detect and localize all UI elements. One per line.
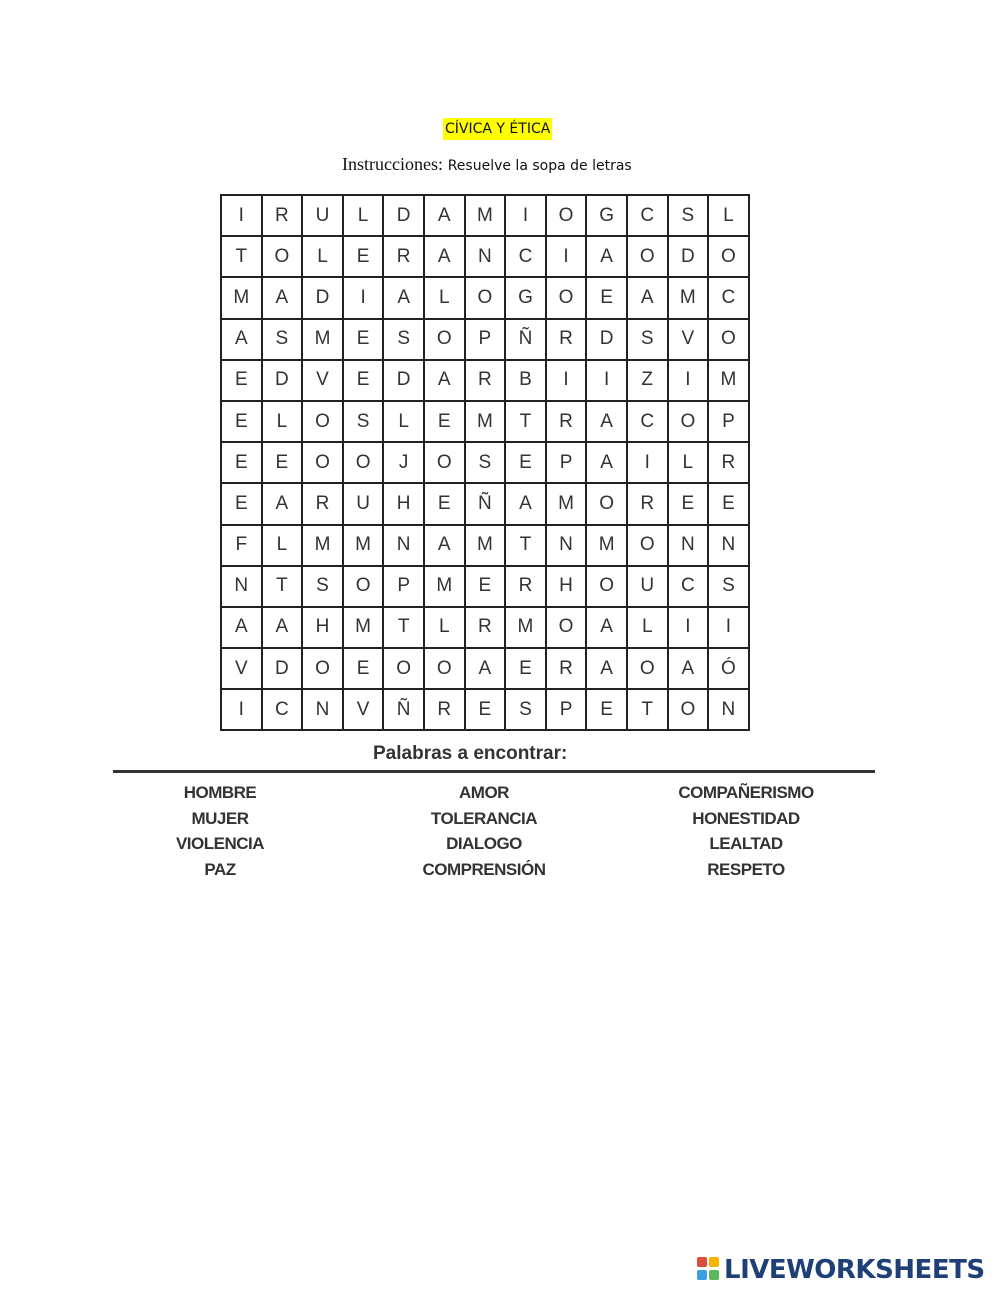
grid-cell[interactable]: C — [262, 689, 303, 730]
grid-cell[interactable]: A — [505, 483, 546, 524]
grid-cell[interactable]: N — [465, 236, 506, 277]
grid-cell[interactable]: C — [708, 277, 749, 318]
grid-cell[interactable]: E — [221, 442, 262, 483]
grid-cell[interactable]: E — [424, 401, 465, 442]
grid-cell[interactable]: P — [546, 689, 587, 730]
grid-cell[interactable]: I — [221, 195, 262, 236]
grid-cell[interactable]: M — [221, 277, 262, 318]
word-list-item: RESPETO — [707, 859, 785, 879]
grid-cell[interactable]: I — [546, 236, 587, 277]
grid-cell[interactable]: O — [546, 277, 587, 318]
grid-cell[interactable]: L — [424, 607, 465, 648]
grid-cell[interactable]: S — [262, 319, 303, 360]
grid-cell[interactable]: M — [668, 277, 709, 318]
grid-cell[interactable]: E — [424, 483, 465, 524]
grid-cell[interactable]: Ñ — [505, 319, 546, 360]
grid-row — [221, 566, 749, 607]
grid-cell[interactable]: D — [586, 319, 627, 360]
grid-cell[interactable]: U — [302, 195, 343, 236]
grid-cell[interactable]: O — [586, 483, 627, 524]
grid-row — [221, 689, 749, 730]
grid-cell[interactable]: M — [708, 360, 749, 401]
grid-cell[interactable]: I — [546, 360, 587, 401]
word-list-item: COMPRENSIÓN — [422, 859, 546, 879]
grid-cell[interactable]: Ñ — [465, 483, 506, 524]
words-to-find-heading: Palabras a encontrar: — [373, 743, 568, 764]
grid-cell[interactable]: N — [383, 525, 424, 566]
grid-cell[interactable]: P — [465, 319, 506, 360]
grid-cell[interactable]: G — [586, 195, 627, 236]
grid-cell[interactable]: O — [302, 442, 343, 483]
grid-cell[interactable]: N — [708, 689, 749, 730]
grid-cell[interactable]: T — [383, 607, 424, 648]
grid-row — [221, 401, 749, 442]
grid-cell[interactable]: S — [708, 566, 749, 607]
divider-line — [113, 770, 875, 773]
grid-cell[interactable]: O — [343, 442, 384, 483]
grid-cell[interactable]: N — [668, 525, 709, 566]
grid-cell[interactable]: O — [424, 648, 465, 689]
grid-cell[interactable]: M — [343, 607, 384, 648]
grid-cell[interactable]: O — [668, 689, 709, 730]
grid-cell[interactable]: A — [424, 360, 465, 401]
grid-cell[interactable]: D — [383, 195, 424, 236]
grid-cell[interactable]: C — [505, 236, 546, 277]
grid-cell[interactable]: T — [505, 525, 546, 566]
grid-cell[interactable]: M — [586, 525, 627, 566]
grid-cell[interactable]: O — [627, 648, 668, 689]
grid-cell[interactable]: P — [708, 401, 749, 442]
grid-cell[interactable]: M — [424, 566, 465, 607]
grid-cell[interactable]: M — [465, 525, 506, 566]
grid-cell[interactable]: R — [262, 195, 303, 236]
grid-cell[interactable]: D — [262, 648, 303, 689]
grid-cell[interactable]: D — [668, 236, 709, 277]
grid-cell[interactable]: O — [424, 442, 465, 483]
word-list-item: PAZ — [204, 859, 236, 879]
word-list-item: HONESTIDAD — [692, 808, 800, 828]
grid-cell[interactable]: I — [505, 195, 546, 236]
grid-cell[interactable]: N — [708, 525, 749, 566]
grid-cell[interactable]: Ó — [708, 648, 749, 689]
grid-cell[interactable]: M — [546, 483, 587, 524]
grid-cell[interactable]: L — [627, 607, 668, 648]
grid-cell[interactable]: Ñ — [383, 689, 424, 730]
grid-cell[interactable]: E — [343, 236, 384, 277]
grid-cell[interactable]: P — [383, 566, 424, 607]
grid-cell[interactable]: S — [343, 401, 384, 442]
grid-cell[interactable]: J — [383, 442, 424, 483]
grid-cell[interactable]: V — [221, 648, 262, 689]
grid-cell[interactable]: O — [586, 566, 627, 607]
word-list-item: DIALOGO — [446, 834, 522, 853]
grid-cell[interactable]: H — [546, 566, 587, 607]
worksheet-title: CÍVICA Y ÉTICA — [443, 118, 552, 140]
grid-cell[interactable]: D — [302, 277, 343, 318]
grid-cell[interactable]: E — [221, 483, 262, 524]
grid-cell[interactable]: U — [627, 566, 668, 607]
grid-cell[interactable]: D — [383, 360, 424, 401]
grid-cell[interactable]: R — [546, 401, 587, 442]
grid-cell[interactable]: O — [546, 195, 587, 236]
grid-cell[interactable]: A — [586, 442, 627, 483]
grid-cell[interactable]: N — [546, 525, 587, 566]
grid-cell[interactable]: I — [668, 360, 709, 401]
grid-cell[interactable]: A — [221, 607, 262, 648]
liveworksheets-logo-icon — [697, 1257, 721, 1283]
grid-cell[interactable]: M — [302, 319, 343, 360]
grid-cell[interactable]: C — [627, 195, 668, 236]
grid-cell[interactable]: A — [668, 648, 709, 689]
grid-row — [221, 319, 749, 360]
grid-cell[interactable]: E — [343, 648, 384, 689]
grid-cell[interactable]: T — [505, 401, 546, 442]
grid-cell[interactable]: A — [586, 401, 627, 442]
grid-cell[interactable]: O — [708, 319, 749, 360]
grid-cell[interactable]: O — [302, 648, 343, 689]
grid-cell[interactable]: S — [465, 442, 506, 483]
grid-cell[interactable]: A — [586, 648, 627, 689]
grid-cell[interactable]: H — [302, 607, 343, 648]
grid-cell[interactable]: E — [586, 689, 627, 730]
grid-cell[interactable]: S — [668, 195, 709, 236]
grid-cell[interactable]: V — [302, 360, 343, 401]
grid-cell[interactable]: A — [262, 483, 303, 524]
grid-cell[interactable]: I — [708, 607, 749, 648]
instructions-label: Instrucciones: — [342, 154, 443, 174]
grid-cell[interactable]: O — [424, 319, 465, 360]
grid-cell[interactable]: I — [586, 360, 627, 401]
grid-cell[interactable]: D — [262, 360, 303, 401]
grid-cell[interactable]: O — [627, 236, 668, 277]
grid-cell[interactable]: H — [383, 483, 424, 524]
grid-cell[interactable]: O — [262, 236, 303, 277]
grid-cell[interactable]: A — [586, 236, 627, 277]
grid-cell[interactable]: N — [302, 689, 343, 730]
grid-cell[interactable]: A — [424, 525, 465, 566]
word-list-item: TOLERANCIA — [430, 808, 538, 828]
grid-cell[interactable]: N — [221, 566, 262, 607]
grid-cell[interactable]: R — [546, 648, 587, 689]
grid-cell[interactable]: A — [465, 648, 506, 689]
word-list-item: LEALTAD — [709, 834, 783, 853]
grid-cell[interactable]: R — [383, 236, 424, 277]
grid-cell[interactable]: R — [505, 566, 546, 607]
grid-row — [221, 648, 749, 689]
grid-cell[interactable]: E — [505, 648, 546, 689]
grid-cell[interactable]: L — [262, 401, 303, 442]
grid-cell[interactable]: T — [262, 566, 303, 607]
grid-cell[interactable]: P — [546, 442, 587, 483]
grid-cell[interactable]: O — [343, 566, 384, 607]
word-list-column-1 — [110, 780, 330, 882]
grid-cell[interactable]: O — [465, 277, 506, 318]
grid-cell[interactable]: S — [505, 689, 546, 730]
word-list-column-3 — [636, 780, 856, 882]
grid-row — [221, 277, 749, 318]
grid-cell[interactable]: E — [465, 689, 506, 730]
instructions — [342, 154, 632, 175]
grid-cell[interactable]: L — [383, 401, 424, 442]
grid-cell[interactable]: I — [668, 607, 709, 648]
grid-cell[interactable]: E — [505, 442, 546, 483]
grid-cell[interactable]: V — [343, 689, 384, 730]
grid-cell[interactable]: M — [343, 525, 384, 566]
grid-row — [221, 442, 749, 483]
grid-cell[interactable]: E — [221, 360, 262, 401]
logo-text: LIVEWORKSHEETS — [724, 1255, 985, 1285]
grid-cell[interactable]: R — [708, 442, 749, 483]
grid-row — [221, 607, 749, 648]
grid-cell[interactable]: E — [668, 483, 709, 524]
grid-cell[interactable]: R — [627, 483, 668, 524]
grid-cell[interactable]: S — [302, 566, 343, 607]
grid-cell[interactable]: E — [343, 319, 384, 360]
grid-row — [221, 525, 749, 566]
grid-cell[interactable]: M — [302, 525, 343, 566]
grid-cell[interactable]: I — [343, 277, 384, 318]
word-list-item: HOMBRE — [183, 783, 257, 802]
grid-cell[interactable]: R — [546, 319, 587, 360]
grid-cell[interactable]: R — [302, 483, 343, 524]
grid-cell[interactable]: R — [424, 689, 465, 730]
grid-cell[interactable]: O — [302, 401, 343, 442]
grid-cell[interactable]: E — [465, 566, 506, 607]
grid-cell[interactable]: G — [505, 277, 546, 318]
word-list-item: AMOR — [459, 783, 509, 802]
grid-cell[interactable]: S — [627, 319, 668, 360]
grid-cell[interactable]: L — [262, 525, 303, 566]
grid-cell[interactable]: O — [627, 525, 668, 566]
grid-cell[interactable]: A — [383, 277, 424, 318]
grid-cell[interactable]: V — [668, 319, 709, 360]
grid-row — [221, 236, 749, 277]
grid-cell[interactable]: T — [221, 236, 262, 277]
grid-cell[interactable]: L — [302, 236, 343, 277]
grid-cell[interactable]: M — [465, 401, 506, 442]
grid-cell[interactable]: C — [627, 401, 668, 442]
grid-cell[interactable]: I — [627, 442, 668, 483]
grid-cell[interactable]: A — [262, 607, 303, 648]
grid-cell[interactable]: A — [424, 195, 465, 236]
grid-cell[interactable]: Z — [627, 360, 668, 401]
word-list-column-2 — [374, 780, 594, 882]
grid-cell[interactable]: L — [708, 195, 749, 236]
liveworksheets-logo[interactable] — [697, 1253, 985, 1287]
grid-cell[interactable]: A — [262, 277, 303, 318]
grid-cell[interactable]: C — [668, 566, 709, 607]
grid-cell[interactable]: T — [627, 689, 668, 730]
grid-cell[interactable]: I — [221, 689, 262, 730]
grid-cell[interactable]: R — [465, 360, 506, 401]
grid-cell[interactable]: F — [221, 525, 262, 566]
word-list-item: VIOLENCIA — [175, 834, 265, 853]
grid-cell[interactable]: O — [668, 401, 709, 442]
grid-cell[interactable]: L — [424, 277, 465, 318]
word-search-grid — [220, 194, 750, 731]
grid-cell[interactable]: E — [586, 277, 627, 318]
grid-cell[interactable]: A — [627, 277, 668, 318]
word-list-item: MUJER — [191, 808, 249, 828]
grid-row — [221, 483, 749, 524]
grid-cell[interactable]: O — [546, 607, 587, 648]
word-list-item: COMPAÑERISMO — [678, 783, 814, 802]
instructions-text: Resuelve la sopa de letras — [447, 158, 632, 174]
grid-row — [221, 195, 749, 236]
grid-cell[interactable]: R — [465, 607, 506, 648]
grid-cell[interactable]: S — [383, 319, 424, 360]
grid-cell[interactable]: M — [505, 607, 546, 648]
grid-cell[interactable]: O — [383, 648, 424, 689]
grid-cell[interactable]: A — [221, 319, 262, 360]
grid-cell[interactable]: L — [343, 195, 384, 236]
grid-cell[interactable]: B — [505, 360, 546, 401]
grid-row — [221, 360, 749, 401]
grid-cell[interactable]: E — [343, 360, 384, 401]
grid-cell[interactable]: O — [708, 236, 749, 277]
grid-cell[interactable]: E — [221, 401, 262, 442]
grid-cell[interactable]: U — [343, 483, 384, 524]
grid-cell[interactable]: A — [586, 607, 627, 648]
grid-cell[interactable]: E — [262, 442, 303, 483]
grid-cell[interactable]: A — [424, 236, 465, 277]
grid-cell[interactable]: E — [708, 483, 749, 524]
grid-cell[interactable]: M — [465, 195, 506, 236]
grid-cell[interactable]: L — [668, 442, 709, 483]
